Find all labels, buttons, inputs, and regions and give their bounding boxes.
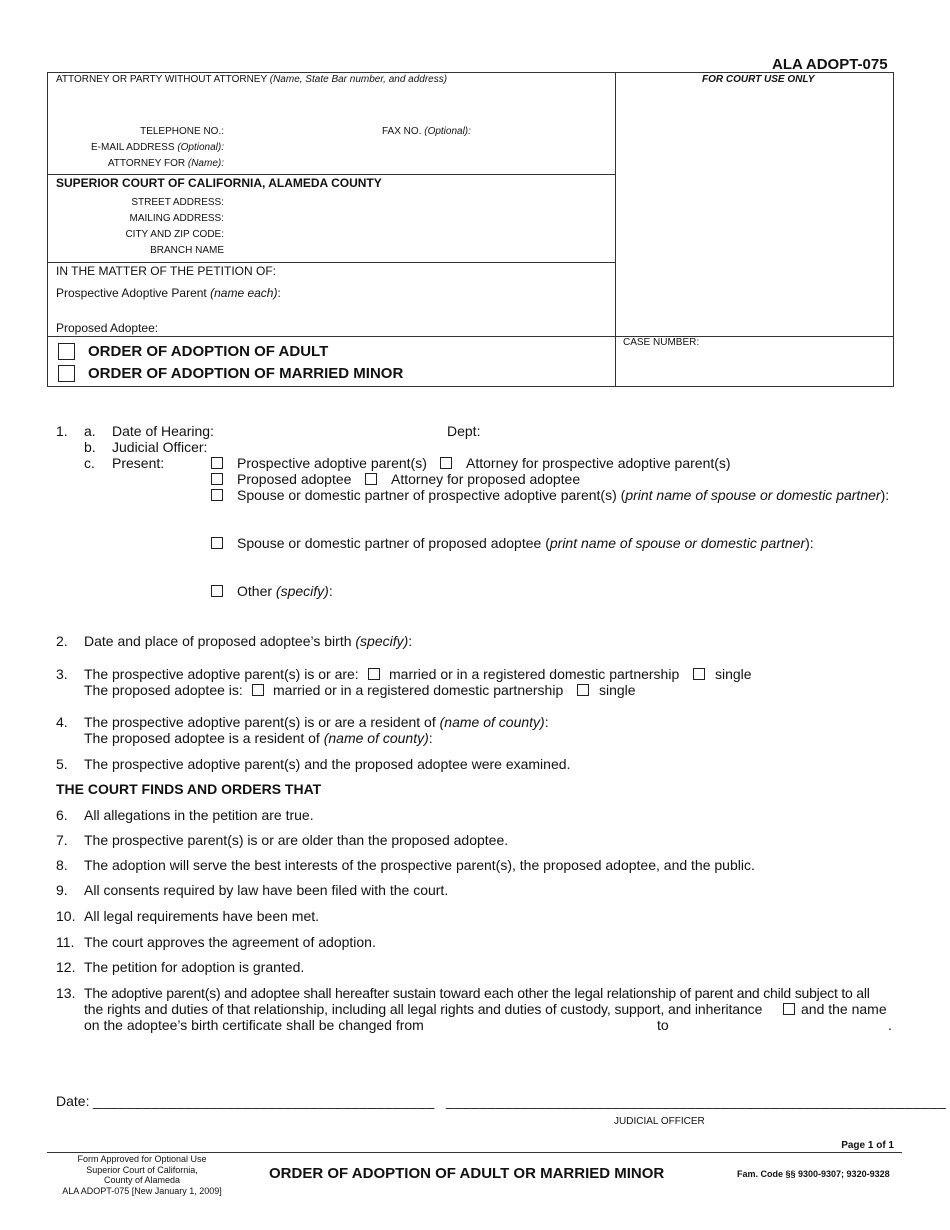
fax-label: FAX NO. (Optional): bbox=[382, 126, 471, 137]
present-other-label: Other (specify): bbox=[237, 583, 333, 599]
present-spouse-parent-label: Spouse or domestic partner of prospective adoptive parent(s) (print name of spouse or domestic partner): bbox=[237, 487, 890, 503]
present-label: Present: bbox=[112, 455, 165, 471]
hearing-date-label: Date of Hearing: bbox=[112, 423, 214, 439]
item-11-text: The court approves the agreement of adoption. bbox=[84, 934, 376, 950]
attorney-label: ATTORNEY OR PARTY WITHOUT ATTORNEY (Name, State Bar number, and address) bbox=[56, 74, 448, 85]
present-spouse-adoptee-label: Spouse or domestic partner of proposed adoptee (print name of spouse or domestic partner): bbox=[237, 535, 814, 551]
adoptee-single-checkbox[interactable] bbox=[577, 684, 589, 696]
present-other-checkbox[interactable] bbox=[211, 585, 223, 597]
adoptive-parent-label: Prospective Adoptive Parent (name each): bbox=[56, 286, 281, 300]
present-adoptee-label: Proposed adoptee bbox=[237, 471, 352, 487]
title-section-divider bbox=[47, 336, 894, 337]
item-1-number: 1. bbox=[56, 423, 68, 439]
item-6-number: 6. bbox=[56, 807, 68, 823]
present-adoptee-checkbox[interactable] bbox=[211, 473, 223, 485]
item-10-text: All legal requirements have been met. bbox=[84, 908, 320, 924]
item-12-text: The petition for adoption is granted. bbox=[84, 959, 305, 975]
item-10-number: 10. bbox=[56, 908, 76, 924]
item-8-text: The adoption will serve the best interests of the prospective parent(s), the proposed adoptee, and the public. bbox=[84, 857, 755, 873]
footer-title: ORDER OF ADOPTION OF ADULT OR MARRIED MINOR bbox=[269, 1165, 665, 1182]
email-label: E-MAIL ADDRESS (Optional): bbox=[90, 142, 224, 153]
adoptee-resident-label: The proposed adoptee is a resident of (name of county): bbox=[84, 730, 433, 746]
footer-approved-3: County of Alameda bbox=[103, 1175, 181, 1185]
footer-approval-block bbox=[48, 1154, 236, 1196]
date-label: Date: bbox=[56, 1093, 90, 1109]
item-4-number: 4. bbox=[56, 714, 68, 730]
item-1b-letter: b. bbox=[84, 439, 96, 455]
item-7-number: 7. bbox=[56, 832, 68, 848]
case-number-label: CASE NUMBER: bbox=[623, 337, 700, 348]
item-3-number: 3. bbox=[56, 666, 68, 682]
present-parents-checkbox[interactable] bbox=[211, 457, 223, 469]
item-13-line-1: The adoptive parent(s) and adoptee shall hereafter sustain toward each other the legal relationship of parent and child subject to all bbox=[84, 985, 870, 1001]
name-change-period: . bbox=[888, 1017, 892, 1033]
caption-divider bbox=[615, 72, 616, 387]
title-adult-checkbox[interactable] bbox=[58, 343, 75, 360]
adoptee-status-label: The proposed adoptee is: bbox=[84, 682, 243, 698]
title-minor: ORDER OF ADOPTION OF MARRIED MINOR bbox=[88, 365, 404, 382]
date-line[interactable]: _________________________________________ bbox=[93, 1093, 435, 1109]
signature-line[interactable]: ____________________________________________________________ bbox=[446, 1093, 947, 1109]
telephone-label: TELEPHONE NO.: bbox=[140, 126, 224, 137]
item-1a-letter: a. bbox=[84, 423, 96, 439]
adoptee-label: Proposed Adoptee: bbox=[56, 321, 159, 335]
footer-approved-4: ALA ADOPT-075 [New January 1, 2009] bbox=[62, 1185, 222, 1196]
item-9-number: 9. bbox=[56, 882, 68, 898]
footer-approved-1: Form Approved for Optional Use bbox=[77, 1154, 207, 1164]
page-number: Page 1 of 1 bbox=[841, 1140, 894, 1151]
adoptee-married-checkbox[interactable] bbox=[252, 684, 264, 696]
title-minor-checkbox[interactable] bbox=[58, 365, 75, 382]
adoptee-married-label: married or in a registered domestic partnership bbox=[273, 682, 564, 698]
footer-code: Fam. Code §§ 9300-9307; 9320-9328 bbox=[737, 1169, 890, 1179]
item-13-line-3: on the adoptee’s birth certificate shall be changed from bbox=[84, 1017, 424, 1033]
court-name: SUPERIOR COURT OF CALIFORNIA, ALAMEDA COUNTY bbox=[56, 176, 382, 190]
branch-label: BRANCH NAME bbox=[150, 245, 224, 256]
judicial-officer-label: Judicial Officer: bbox=[112, 439, 208, 455]
title-adult: ORDER OF ADOPTION OF ADULT bbox=[88, 343, 329, 360]
birth-label: Date and place of proposed adoptee’s birth (specify): bbox=[84, 633, 413, 649]
item-13-line-2: the rights and duties of that relationship, including all legal rights and duties of custody, support, and inheritance bbox=[84, 1001, 763, 1017]
footer-approved-2: Superior Court of California, bbox=[86, 1164, 198, 1175]
court-use-label: FOR COURT USE ONLY bbox=[702, 74, 815, 85]
item-13-line-2b: and the name bbox=[801, 1001, 887, 1017]
item-12-number: 12. bbox=[56, 959, 76, 975]
parents-single-label: single bbox=[715, 666, 752, 682]
mailing-label: MAILING ADDRESS: bbox=[129, 213, 224, 224]
parents-married-label: married or in a registered domestic partnership bbox=[389, 666, 680, 682]
name-change-to: to bbox=[657, 1017, 669, 1033]
street-label: STREET ADDRESS: bbox=[131, 197, 224, 208]
city-zip-label: CITY AND ZIP CODE: bbox=[125, 229, 224, 240]
present-adoptee-attorney-label: Attorney for proposed adoptee bbox=[391, 471, 581, 487]
parents-single-checkbox[interactable] bbox=[693, 668, 705, 680]
parents-status-label: The prospective adoptive parent(s) is or are: bbox=[84, 666, 359, 682]
present-parents-label: Prospective adoptive parent(s) bbox=[237, 455, 427, 471]
item-11-number: 11. bbox=[56, 934, 75, 950]
item-5-number: 5. bbox=[56, 756, 68, 772]
matter-label: IN THE MATTER OF THE PETITION OF: bbox=[56, 264, 277, 278]
present-spouse-parent-checkbox[interactable] bbox=[211, 489, 223, 501]
court-section-divider bbox=[47, 262, 615, 263]
item-13-number: 13. bbox=[56, 985, 76, 1001]
attorney-for-label: ATTORNEY FOR (Name): bbox=[107, 158, 224, 169]
findings-heading: THE COURT FINDS AND ORDERS THAT bbox=[56, 781, 322, 797]
item-6-text: All allegations in the petition are true. bbox=[84, 807, 314, 823]
adoptee-single-label: single bbox=[599, 682, 636, 698]
attorney-section-divider bbox=[47, 174, 615, 175]
footer-rule bbox=[47, 1152, 902, 1153]
item-1c-letter: c. bbox=[84, 455, 95, 471]
judicial-officer-caption: JUDICIAL OFFICER bbox=[614, 1116, 705, 1127]
parent-resident-label: The prospective adoptive parent(s) is or are a resident of (name of county): bbox=[84, 714, 549, 730]
examined-text: The prospective adoptive parent(s) and the proposed adoptee were examined. bbox=[84, 756, 571, 772]
item-2-number: 2. bbox=[56, 633, 68, 649]
item-8-number: 8. bbox=[56, 857, 68, 873]
present-spouse-adoptee-checkbox[interactable] bbox=[211, 537, 223, 549]
item-9-text: All consents required by law have been filed with the court. bbox=[84, 882, 449, 898]
present-adoptee-attorney-checkbox[interactable] bbox=[365, 473, 377, 485]
dept-label: Dept: bbox=[447, 423, 481, 439]
parents-married-checkbox[interactable] bbox=[368, 668, 380, 680]
form-id-top: ALA ADOPT-075 bbox=[772, 56, 888, 73]
name-change-checkbox[interactable] bbox=[783, 1003, 795, 1015]
present-parents-attorney-checkbox[interactable] bbox=[440, 457, 452, 469]
item-7-text: The prospective parent(s) is or are older than the proposed adoptee. bbox=[84, 832, 509, 848]
present-parents-attorney-label: Attorney for prospective adoptive parent(s) bbox=[466, 455, 731, 471]
